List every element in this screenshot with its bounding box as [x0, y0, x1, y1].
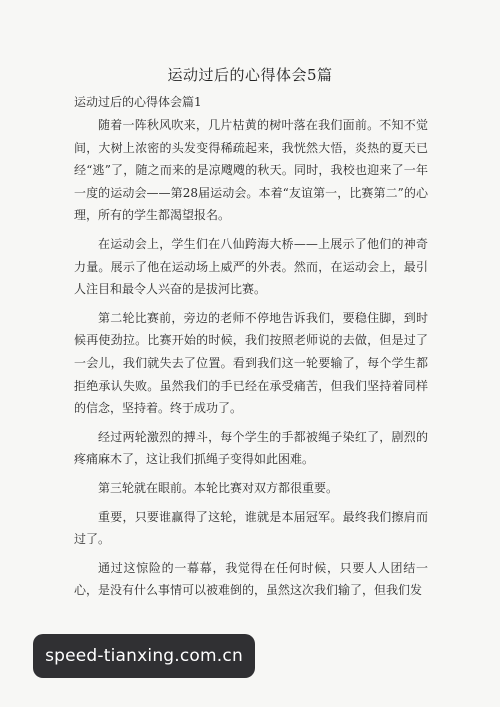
paragraph: 第二轮比赛前，旁边的老师不停地告诉我们，要稳住脚，到时候再使劲拉。比赛开始的时候，我们按照老师说的去做，但是过了一会儿，我们就失去了位置。看到我们这一轮要输了，每个学生都拒绝承认失败。虽然我们的手已经在承受痛苦，但我们坚持着同样的信念，坚持着。终于成功了。 [74, 310, 428, 416]
paragraph: 随着一阵秋风吹来，几片枯黄的树叶落在我们面前。不知不觉间，大树上浓密的头发变得稀疏起来，我恍然大悟，炎热的夏天已经“逃”了，随之而来的是凉飕飕的秋天。同时，我校也迎来了一年一度的运动会——第28届运动会。本着“友谊第一，比赛第二”的心理，所有的学生都渴望报名。 [74, 118, 428, 223]
section-title: 运动过后的心得体会篇1 [74, 95, 202, 109]
watermark-badge: speed-tianxing.com.cn [33, 634, 255, 678]
document-title: 运动过后的心得体会5篇 [167, 66, 333, 84]
document-body [74, 114, 428, 608]
paragraph: 重要，只要谁赢得了这轮，谁就是本届冠军。最终我们擦肩而过了。 [74, 509, 428, 547]
paragraph: 第三轮就在眼前。本轮比赛对双方都很重要。 [98, 480, 339, 495]
paragraph: 在运动会上，学生们在八仙跨海大桥——上展示了他们的神奇力量。展示了他在运动场上威严的外表。然而，在运动会上，最引人注目和最令人兴奋的是拔河比赛。 [74, 236, 428, 297]
paragraph: 经过两轮激烈的搏斗，每个学生的手都被绳子染红了，剧烈的疼痛麻木了，这让我们抓绳子变得如此困难。 [74, 429, 428, 467]
paragraph: 通过这惊险的一幕幕，我觉得在任何时候，只要人人团结一心，是没有什么事情可以被难倒的，虽然这次我们输了，但我们发 [74, 560, 428, 598]
